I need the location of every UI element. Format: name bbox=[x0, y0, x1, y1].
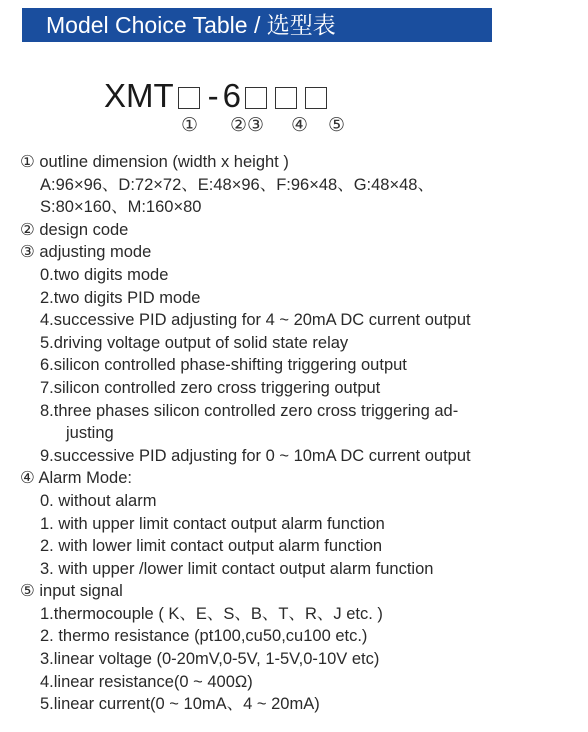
position-number-1: ① bbox=[181, 115, 199, 136]
description-line: 7.silicon controlled zero cross triggering output bbox=[40, 378, 381, 397]
description-line: ⑤ input signal bbox=[20, 582, 123, 601]
position-number-5: ⑤ bbox=[328, 115, 346, 136]
description-line: 4.successive PID adjusting for 4 ~ 20mA DC current output bbox=[40, 311, 471, 330]
description-line: ① outline dimension (width x height ) bbox=[20, 153, 289, 171]
section-title: Model Choice Table / 选型表 bbox=[22, 8, 492, 42]
description-line: 3. with upper /lower limit contact output alarm function bbox=[40, 559, 434, 578]
description-line: 2. thermo resistance (pt100,cu50,cu100 etc.) bbox=[40, 627, 368, 646]
description-line: 9.successive PID adjusting for 0 ~ 10mA DC current output bbox=[40, 446, 471, 465]
description-line: A:96×96、D:72×72、E:48×96、F:96×48、G:48×48、 bbox=[40, 175, 434, 194]
description-line: 0. without alarm bbox=[40, 491, 157, 510]
model-prefix: XMT bbox=[104, 77, 174, 114]
description-line: ② design code bbox=[20, 220, 129, 239]
description-line: 8.three phases silicon controlled zero cross triggering ad- bbox=[40, 401, 459, 420]
model-box-2 bbox=[245, 87, 267, 109]
description-line: S:80×160、M:160×80 bbox=[40, 198, 202, 217]
description-line: 4.linear resistance(0 ~ 400Ω) bbox=[40, 672, 253, 691]
model-dash: - bbox=[207, 77, 219, 114]
model-code bbox=[104, 78, 331, 114]
model-box-1 bbox=[178, 87, 200, 109]
description-line: 3.linear voltage (0-20mV,0-5V, 1-5V,0-10V etc) bbox=[40, 650, 380, 669]
description-line: 1. with upper limit contact output alarm function bbox=[40, 514, 385, 533]
model-box-4 bbox=[305, 87, 327, 109]
description-line: 1.thermocouple ( K、E、S、B、T、R、J etc. ) bbox=[40, 604, 383, 623]
description-line: ③ adjusting mode bbox=[20, 243, 152, 262]
description-line: 2. with lower limit contact output alarm function bbox=[40, 537, 383, 556]
description-line: ④ Alarm Mode: bbox=[20, 469, 132, 488]
description-line: 0.two digits mode bbox=[40, 265, 169, 284]
model-description-list bbox=[20, 151, 580, 716]
model-box-3 bbox=[275, 87, 297, 109]
position-number-4: ④ bbox=[291, 115, 309, 136]
description-line: 5.linear current(0 ~ 10mA、4 ~ 20mA) bbox=[40, 695, 320, 714]
description-line: justing bbox=[66, 424, 114, 443]
description-line: 6.silicon controlled phase-shifting triggering output bbox=[40, 356, 407, 375]
description-line: 5.driving voltage output of solid state relay bbox=[40, 333, 349, 352]
position-number-2-3: ②③ bbox=[230, 115, 265, 136]
description-line: 2.two digits PID mode bbox=[40, 288, 201, 307]
model-six: 6 bbox=[222, 77, 242, 114]
